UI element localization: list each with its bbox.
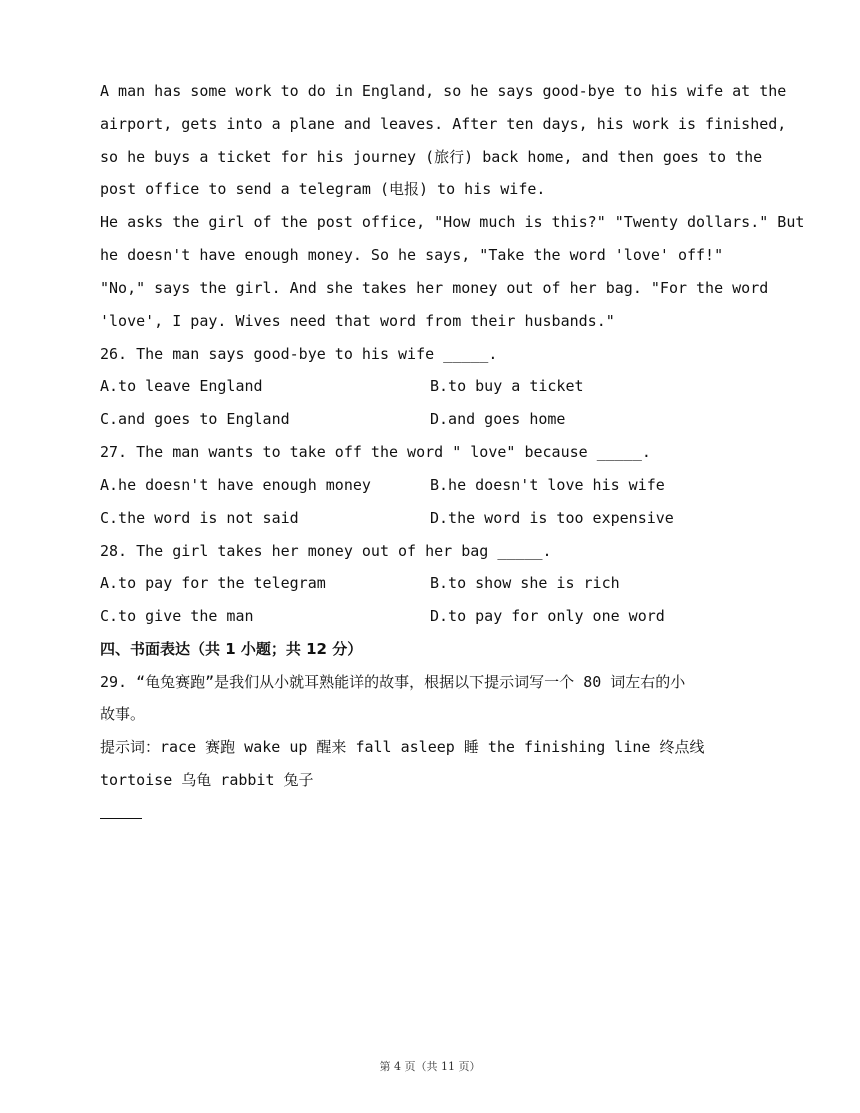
hint-words-line-1: 提示词：race 赛跑 wake up 醒来 fall asleep 睡 the finishing line 终点线 [100, 738, 705, 756]
question-27-option-d: D.the word is too expensive [430, 509, 674, 527]
question-27-option-a: A.he doesn't have enough money [100, 476, 371, 494]
question-26-option-b: B.to buy a ticket [430, 377, 584, 395]
question-27-option-c: C.the word is not said [100, 509, 299, 527]
passage-line-7: "No," says the girl. And she takes her money out of her bag. "For the word [100, 279, 769, 297]
question-28-option-d: D.to pay for only one word [430, 607, 665, 625]
question-27-stem: 27. The man wants to take off the word " love" because _____. [100, 443, 651, 461]
page-footer: 第 4 页（共 11 页） [379, 1060, 481, 1073]
question-26-stem: 26. The man says good-bye to his wife _____. [100, 345, 498, 363]
question-29-line-1: 29. “龟兔赛跑”是我们从小就耳熟能详的故事，根据以下提示词写一个 80 词左右的小 [100, 673, 686, 691]
passage-line-2: airport, gets into a plane and leaves. After ten days, his work is finished, [100, 115, 787, 133]
question-29-line-2: 故事。 [100, 705, 146, 723]
passage-line-3: so he buys a ticket for his journey (旅行) back home, and then goes to the [100, 148, 763, 166]
hint-words-line-2: tortoise 乌龟 rabbit 兔子 [100, 771, 314, 789]
passage-line-6: he doesn't have enough money. So he says, "Take the word 'love' off!" [100, 246, 724, 264]
question-26-option-d: D.and goes home [430, 410, 566, 428]
passage-line-4: post office to send a telegram (电报) to his wife. [100, 180, 546, 198]
question-28-stem: 28. The girl takes her money out of her bag _____. [100, 542, 552, 560]
question-27-option-b: B.he doesn't love his wife [430, 476, 665, 494]
passage-line-1: A man has some work to do in England, so he says good-bye to his wife at the [100, 82, 787, 100]
question-28-option-b: B.to show she is rich [430, 574, 620, 592]
passage-line-5: He asks the girl of the post office, "How much is this?" "Twenty dollars." But [100, 213, 805, 231]
question-28-option-a: A.to pay for the telegram [100, 574, 326, 592]
question-26-option-a: A.to leave England [100, 377, 263, 395]
passage-line-8: 'love', I pay. Wives need that word from their husbands." [100, 312, 615, 330]
answer-blank[interactable] [100, 818, 142, 819]
question-26-option-c: C.and goes to England [100, 410, 290, 428]
question-28-option-c: C.to give the man [100, 607, 254, 625]
section-heading: 四、书面表达（共 1 小题；共 12 分） [100, 640, 363, 658]
